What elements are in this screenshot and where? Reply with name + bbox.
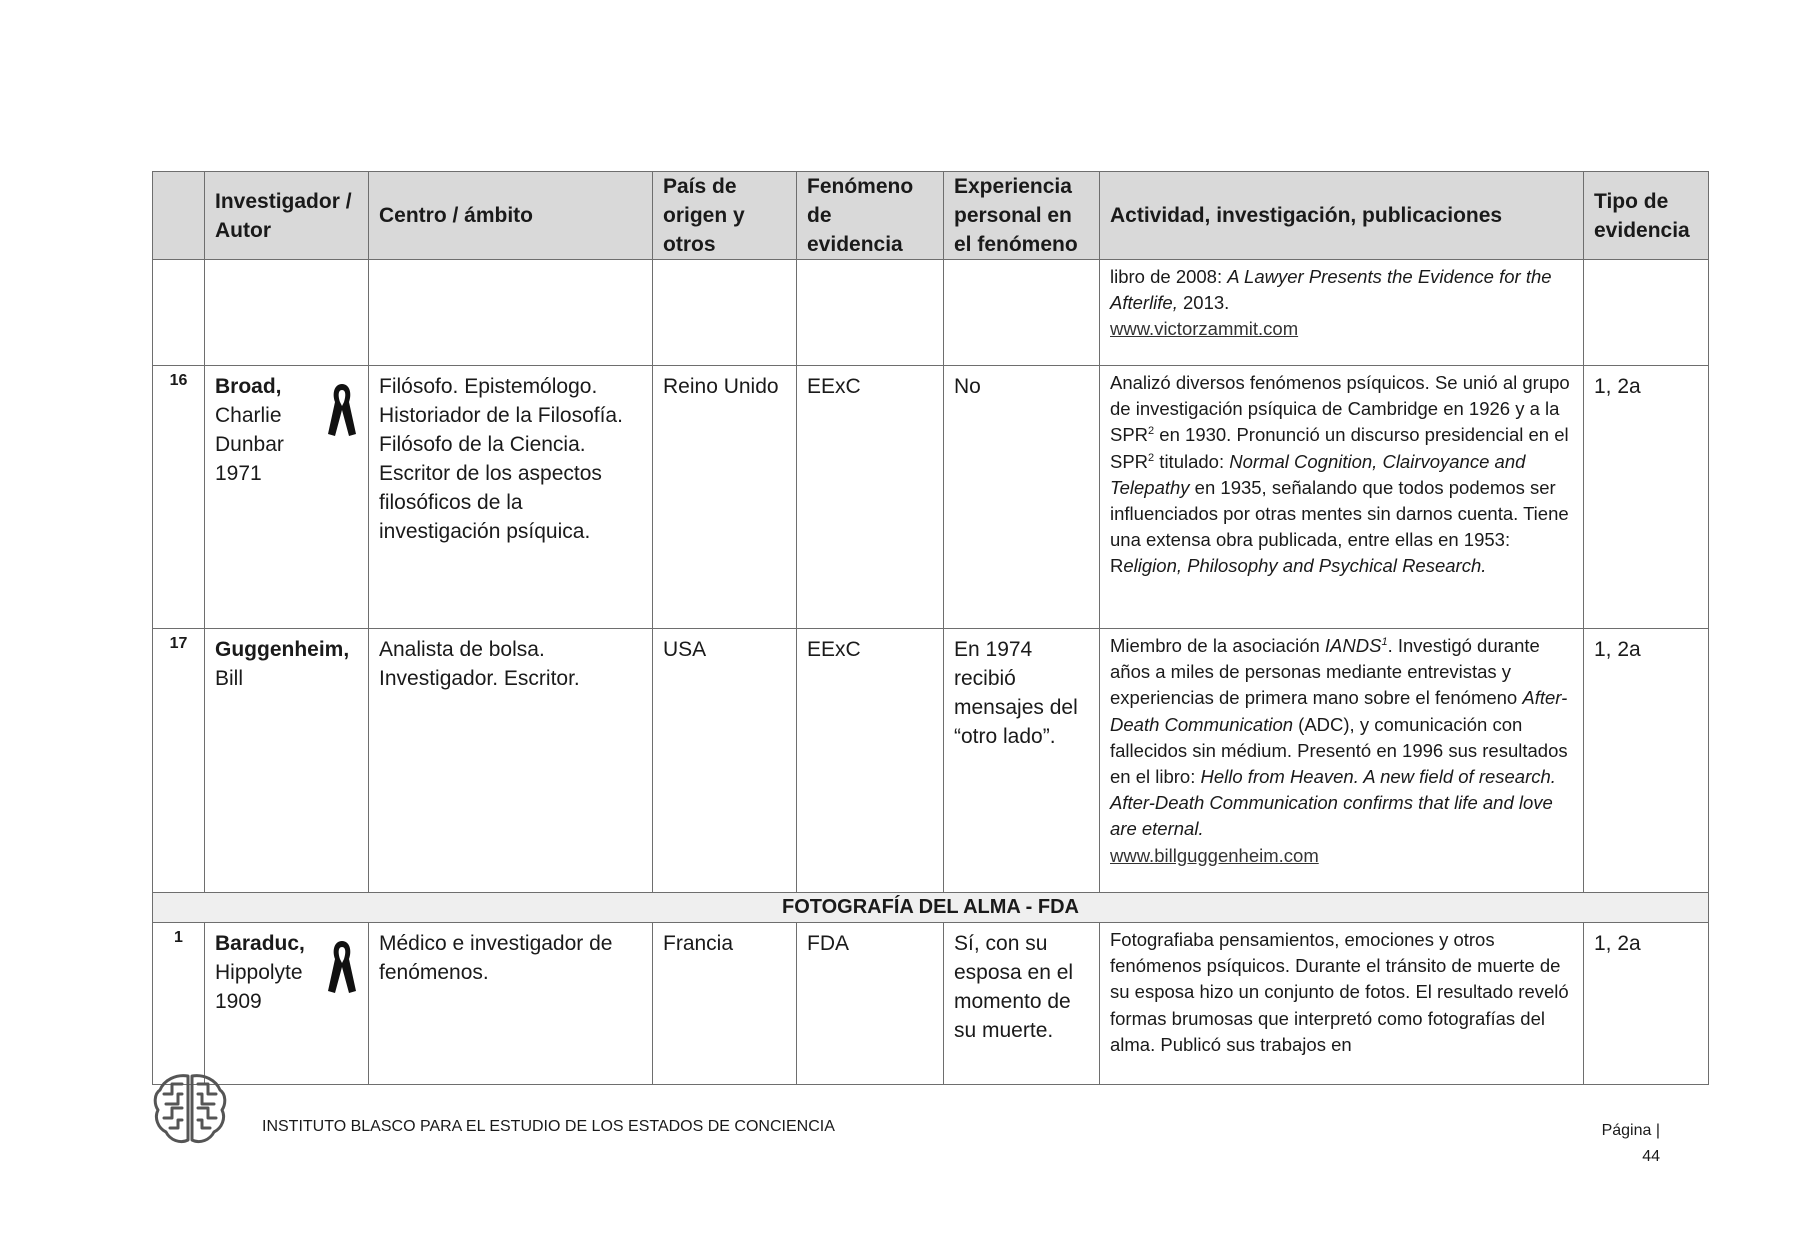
- table-header-row: [153, 172, 1709, 260]
- type-cell: 1, 2a: [1584, 629, 1709, 893]
- mourning-ribbon-icon: [326, 382, 358, 438]
- phenomenon-cell: EExC: [797, 366, 944, 629]
- page-number: Página | 44: [1601, 1122, 1660, 1165]
- section-heading: FOTOGRAFÍA DEL ALMA - FDA: [153, 893, 1709, 923]
- header-author: Investigador / Autor: [205, 172, 369, 260]
- author-cell: Guggenheim, Bill: [205, 629, 369, 893]
- experience-cell: Sí, con su esposa en el momento de su muerte.: [944, 923, 1100, 1085]
- activity-cell: Fotografiaba pensamientos, emociones y otros fenómenos psíquicos. Durante el tránsito de muerte de su esposa hizo un conjunto de fotos. El resultado reveló formas brumosas que interpretó como fotografías del alma. Publicó sus trabajos en: [1100, 923, 1584, 1085]
- author-cell: Baraduc, Hippolyte 1909: [205, 923, 369, 1085]
- header-experience: Experiencia personal en el fenómeno: [944, 172, 1100, 260]
- phenomenon-cell: FDA: [797, 923, 944, 1085]
- header-phenomenon: Fenómeno de evidencia: [797, 172, 944, 260]
- country-cell: Reino Unido: [653, 366, 797, 629]
- brain-maze-logo: [152, 1070, 228, 1146]
- row-number: 16: [153, 366, 205, 629]
- table-row: [153, 366, 1709, 629]
- country-cell: USA: [653, 629, 797, 893]
- footer-institute-name: INSTITUTO BLASCO PARA EL ESTUDIO DE LOS ESTADOS DE CONCIENCIA: [262, 1118, 835, 1135]
- table-row-continued: [153, 260, 1709, 366]
- phenomenon-cell: EExC: [797, 629, 944, 893]
- center-cell: Filósofo. Epistemólogo. Historiador de la Filosofía. Filósofo de la Ciencia. Escritor de los aspectos filosóficos de la investigación psíquica.: [369, 366, 653, 629]
- type-cell: 1, 2a: [1584, 923, 1709, 1085]
- header-activity: Actividad, investigación, publicaciones: [1100, 172, 1584, 260]
- header-num: [153, 172, 205, 260]
- activity-cell: Miembro de la asociación IANDS$^1$. Investigó durante años a miles de personas mediante entrevistas y experiencias de primera mano sobre el fenómeno After-Death Communication (ADC), y comunicación con fallecidos sin médium. Presentó en 1996 sus resultados en el libro: Hello from Heaven. A new field of research. After-Death Communication confirms that life and love are eternal. www.billguggenheim.com: [1100, 629, 1584, 893]
- table-row: [153, 629, 1709, 893]
- experience-cell: En 1974 recibió mensajes del “otro lado”.: [944, 629, 1100, 893]
- website-link[interactable]: www.billguggenheim.com: [1110, 844, 1319, 866]
- evidence-table: [152, 171, 1709, 1085]
- country-cell: Francia: [653, 923, 797, 1085]
- mourning-ribbon-icon: [326, 939, 358, 995]
- header-type: Tipo de evidencia: [1584, 172, 1709, 260]
- type-cell: 1, 2a: [1584, 366, 1709, 629]
- section-heading-row: [153, 893, 1709, 923]
- activity-cell: Analizó diversos fenómenos psíquicos. Se unió al grupo de investigación psíquica de Cambridge en 1926 y a la SPR$^2$ en 1930. Pronunció un discurso presidencial en el SPR$^2$ titulado: Normal Cognition, Clairvoyance and Telepathy en 1935, señalando que todos podemos ser influenciados por otras mentes sin darnos cuenta. Tiene una extensa obra publicada, entre ellas en 1953: Religion, Philosophy and Psychical Research.: [1100, 366, 1584, 629]
- table-row: [153, 923, 1709, 1085]
- row-number: 17: [153, 629, 205, 893]
- row-number: 1: [153, 923, 205, 1085]
- header-center: Centro / ámbito: [369, 172, 653, 260]
- header-country: País de origen y otros: [653, 172, 797, 260]
- experience-cell: No: [944, 366, 1100, 629]
- center-cell: Analista de bolsa. Investigador. Escritor.: [369, 629, 653, 893]
- author-cell: Broad, Charlie Dunbar 1971: [205, 366, 369, 629]
- website-link[interactable]: www.victorzammit.com: [1110, 318, 1299, 340]
- center-cell: Médico e investigador de fenómenos.: [369, 923, 653, 1085]
- activity-cell: libro de 2008: A Lawyer Presents the Evidence for the Afterlife, 2013. www.victorzammit.com: [1100, 260, 1584, 366]
